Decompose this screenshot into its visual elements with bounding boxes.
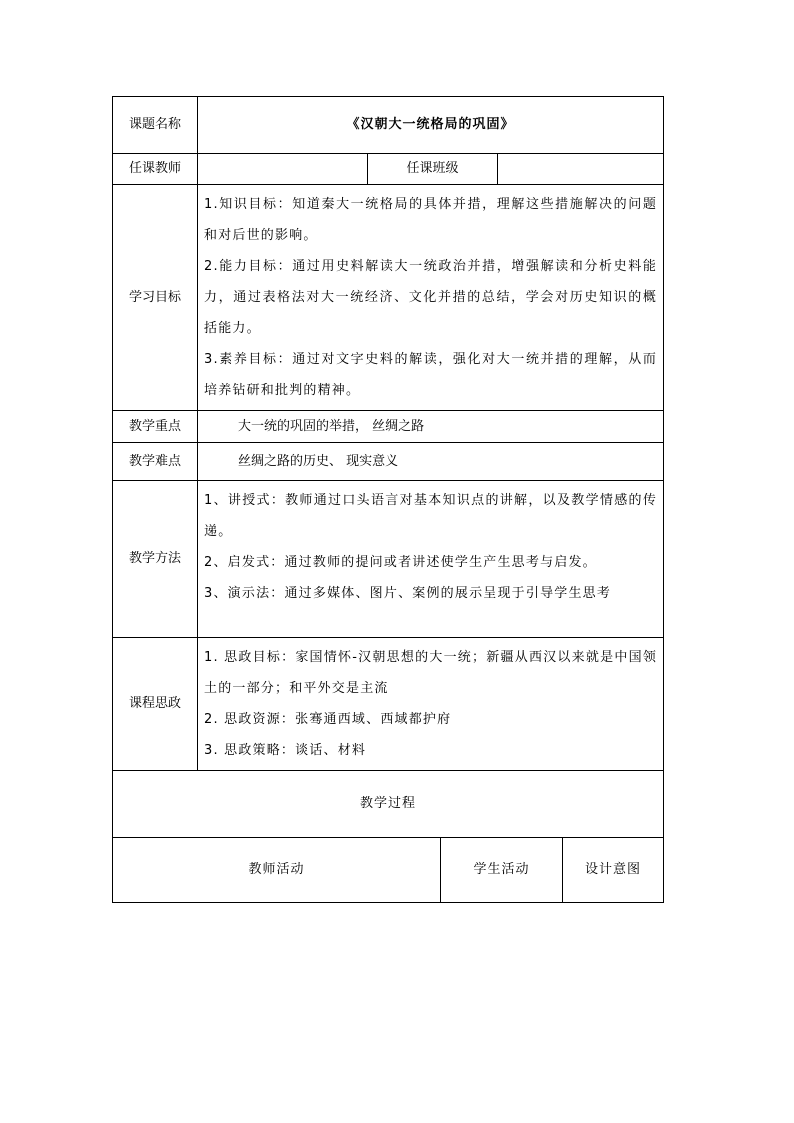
student-activity-header: 学生活动 (441, 838, 563, 903)
objectives-label: 学习目标 (113, 185, 198, 411)
methods-row (113, 481, 664, 638)
objective-item: 1.知识目标：知道秦大一统格局的具体并措，理解这些措施解决的问题和对后世的影响。 (204, 197, 658, 243)
process-header-row (113, 838, 664, 903)
difficulties-label: 教学难点 (113, 443, 198, 481)
ideology-content (198, 638, 664, 771)
teacher-activity-header: 教师活动 (113, 838, 441, 903)
lesson-plan-table (112, 96, 664, 903)
key-points-row (113, 411, 664, 443)
ideology-item: 2. 思政资源：张骞通西域、西域都护府 (204, 712, 452, 727)
objective-item: 3.素养目标：通过对文字史料的解读，强化对大一统并措的理解，从而培养钻研和批判的精神。 (204, 352, 658, 398)
objectives-content (198, 185, 664, 411)
design-intent-header: 设计意图 (563, 838, 664, 903)
teacher-label: 任课教师 (113, 154, 198, 185)
difficulties-row (113, 443, 664, 481)
objectives-row (113, 185, 664, 411)
key-points-value: 大一统的巩固的举措， 丝绸之路 (198, 411, 664, 443)
topic-label: 课题名称 (113, 97, 198, 154)
key-points-label: 教学重点 (113, 411, 198, 443)
topic-row (113, 97, 664, 154)
ideology-label: 课程思政 (113, 638, 198, 771)
method-item: 3、演示法：通过多媒体、图片、案例的展示呈现于引导学生思考 (204, 586, 612, 601)
ideology-item: 1. 思政目标：家国情怀-汉朝思想的大一统；新疆从西汉以来就是中国领土的一部分；和平外交是主流 (204, 650, 658, 696)
topic-value: 《汉朝大一统格局的巩固》 (198, 97, 664, 154)
method-item: 1、讲授式：教师通过口头语言对基本知识点的讲解，以及教学情感的传递。 (204, 493, 658, 539)
class-label: 任课班级 (368, 154, 498, 185)
process-title: 教学过程 (113, 771, 664, 838)
method-item: 2、启发式：通过教师的提问或者讲述使学生产生思考与启发。 (204, 555, 597, 570)
ideology-item: 3. 思政策略：谈话、材料 (204, 743, 367, 758)
teacher-value (198, 154, 368, 185)
methods-content (198, 481, 664, 638)
difficulties-value: 丝绸之路的历史、 现实意义 (198, 443, 664, 481)
ideology-row (113, 638, 664, 771)
methods-label: 教学方法 (113, 481, 198, 638)
objective-item: 2.能力目标：通过用史料解读大一统政治并措，增强解读和分析史料能力，通过表格法对大一统经济、文化并措的总结，学会对历史知识的概括能力。 (204, 259, 658, 336)
process-title-row (113, 771, 664, 838)
class-value (498, 154, 664, 185)
teacher-row (113, 154, 664, 185)
